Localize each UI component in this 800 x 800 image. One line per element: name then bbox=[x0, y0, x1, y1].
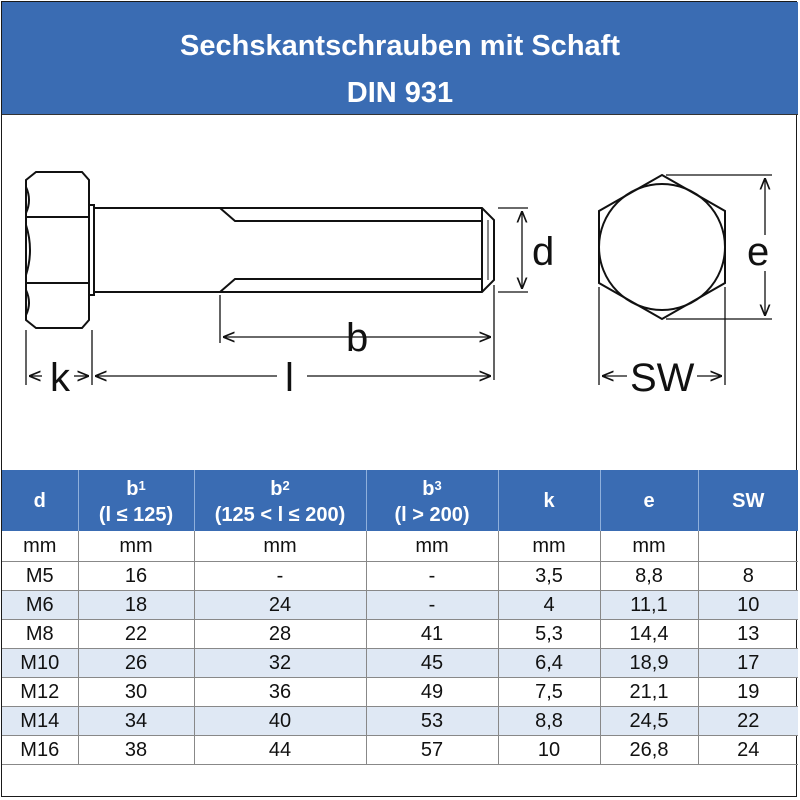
table-cell: M12 bbox=[2, 678, 78, 707]
table-cell: 34 bbox=[78, 707, 194, 736]
table-row bbox=[2, 649, 798, 678]
table-cell: 57 bbox=[366, 736, 498, 765]
label-e: e bbox=[747, 230, 770, 274]
header-cell bbox=[600, 470, 698, 531]
header-main: b bbox=[422, 478, 435, 500]
table-cell: 16 bbox=[78, 562, 194, 591]
table-cell: 7,5 bbox=[498, 678, 600, 707]
table-cell: - bbox=[366, 591, 498, 620]
table-cell: 13 bbox=[698, 620, 798, 649]
table-cell: 22 bbox=[698, 707, 798, 736]
table-cell: 24 bbox=[698, 736, 798, 765]
header-note: (125 < l ≤ 200) bbox=[214, 504, 346, 526]
header-main: b bbox=[270, 478, 283, 500]
title-banner bbox=[2, 2, 798, 114]
header-main: d bbox=[33, 489, 46, 512]
title-line-1: Sechskantschrauben mit Schaft bbox=[180, 30, 620, 62]
label-l: l bbox=[285, 356, 294, 400]
title-line-2: DIN 931 bbox=[346, 77, 454, 109]
hex-end-view bbox=[599, 175, 725, 319]
table-cell: 18,9 bbox=[600, 649, 698, 678]
bolt-head-outline bbox=[26, 172, 89, 328]
unit-row bbox=[2, 531, 798, 562]
table-cell: 4 bbox=[498, 591, 600, 620]
table-cell: 19 bbox=[698, 678, 798, 707]
table-cell: 45 bbox=[366, 649, 498, 678]
header-cell bbox=[194, 470, 366, 531]
table-cell: 28 bbox=[194, 620, 366, 649]
table-cell: 40 bbox=[194, 707, 366, 736]
table-cell: 21,1 bbox=[600, 678, 698, 707]
table-cell: - bbox=[366, 562, 498, 591]
table-body bbox=[2, 531, 798, 765]
table-cell: 8 bbox=[698, 562, 798, 591]
unit-cell: mm bbox=[78, 531, 194, 562]
table-cell: 38 bbox=[78, 736, 194, 765]
label-d: d bbox=[532, 230, 555, 274]
technical-drawing bbox=[2, 114, 798, 471]
table-cell: 41 bbox=[366, 620, 498, 649]
table-cell: 6,4 bbox=[498, 649, 600, 678]
table-cell: 14,4 bbox=[600, 620, 698, 649]
header-main: k bbox=[543, 489, 555, 512]
table-cell: 30 bbox=[78, 678, 194, 707]
table-row bbox=[2, 678, 798, 707]
table-cell: 10 bbox=[498, 736, 600, 765]
table-cell: 22 bbox=[78, 620, 194, 649]
table-cell: 24,5 bbox=[600, 707, 698, 736]
table-cell: 5,3 bbox=[498, 620, 600, 649]
hex-chamfer-circle bbox=[599, 184, 725, 310]
dimension-lines bbox=[26, 208, 528, 385]
header-main: e bbox=[643, 489, 655, 512]
hex-outline bbox=[599, 175, 725, 319]
table-cell: M16 bbox=[2, 736, 78, 765]
header-subscript: 1 bbox=[138, 478, 146, 493]
table-cell: 44 bbox=[194, 736, 366, 765]
header-note: (l > 200) bbox=[394, 504, 470, 526]
table-cell: 11,1 bbox=[600, 591, 698, 620]
table-cell: 32 bbox=[194, 649, 366, 678]
table-row bbox=[2, 591, 798, 620]
unit-cell: mm bbox=[2, 531, 78, 562]
table-cell: 26 bbox=[78, 649, 194, 678]
table-row bbox=[2, 562, 798, 591]
label-b: b bbox=[346, 316, 369, 360]
table-cell: 26,8 bbox=[600, 736, 698, 765]
table-cell: 10 bbox=[698, 591, 798, 620]
header-main: SW bbox=[732, 489, 765, 512]
table-cell: 18 bbox=[78, 591, 194, 620]
table-header-row bbox=[2, 470, 798, 531]
header-note: (l ≤ 125) bbox=[98, 504, 174, 526]
table-cell: 49 bbox=[366, 678, 498, 707]
header-subscript: 3 bbox=[434, 478, 442, 493]
table-cell: - bbox=[194, 562, 366, 591]
table-cell: M10 bbox=[2, 649, 78, 678]
table-cell: 24 bbox=[194, 591, 366, 620]
table-cell: 53 bbox=[366, 707, 498, 736]
table-row bbox=[2, 707, 798, 736]
unit-cell: mm bbox=[366, 531, 498, 562]
table-cell: M5 bbox=[2, 562, 78, 591]
unit-cell: mm bbox=[498, 531, 600, 562]
table-row bbox=[2, 736, 798, 765]
header-cell bbox=[2, 470, 78, 531]
unit-cell: mm bbox=[600, 531, 698, 562]
header-main: b bbox=[126, 478, 139, 500]
bolt-drawing-svg bbox=[2, 115, 798, 471]
header-cell bbox=[78, 470, 194, 531]
unit-cell bbox=[698, 531, 798, 562]
header-cell bbox=[698, 470, 798, 531]
bolt-side-view bbox=[26, 172, 494, 328]
label-k: k bbox=[50, 356, 70, 400]
table-cell: M14 bbox=[2, 707, 78, 736]
header-subscript: 2 bbox=[282, 478, 290, 493]
label-sw: SW bbox=[630, 356, 695, 400]
header-cell bbox=[366, 470, 498, 531]
dimension-table bbox=[2, 470, 798, 765]
table-cell: M8 bbox=[2, 620, 78, 649]
unit-cell: mm bbox=[194, 531, 366, 562]
table-cell: 3,5 bbox=[498, 562, 600, 591]
header-cell bbox=[498, 470, 600, 531]
table-cell: 17 bbox=[698, 649, 798, 678]
table-cell: 8,8 bbox=[498, 707, 600, 736]
table-cell: M6 bbox=[2, 591, 78, 620]
table-row bbox=[2, 620, 798, 649]
table-cell: 36 bbox=[194, 678, 366, 707]
table-cell: 8,8 bbox=[600, 562, 698, 591]
hex-dimension-lines bbox=[599, 175, 772, 385]
